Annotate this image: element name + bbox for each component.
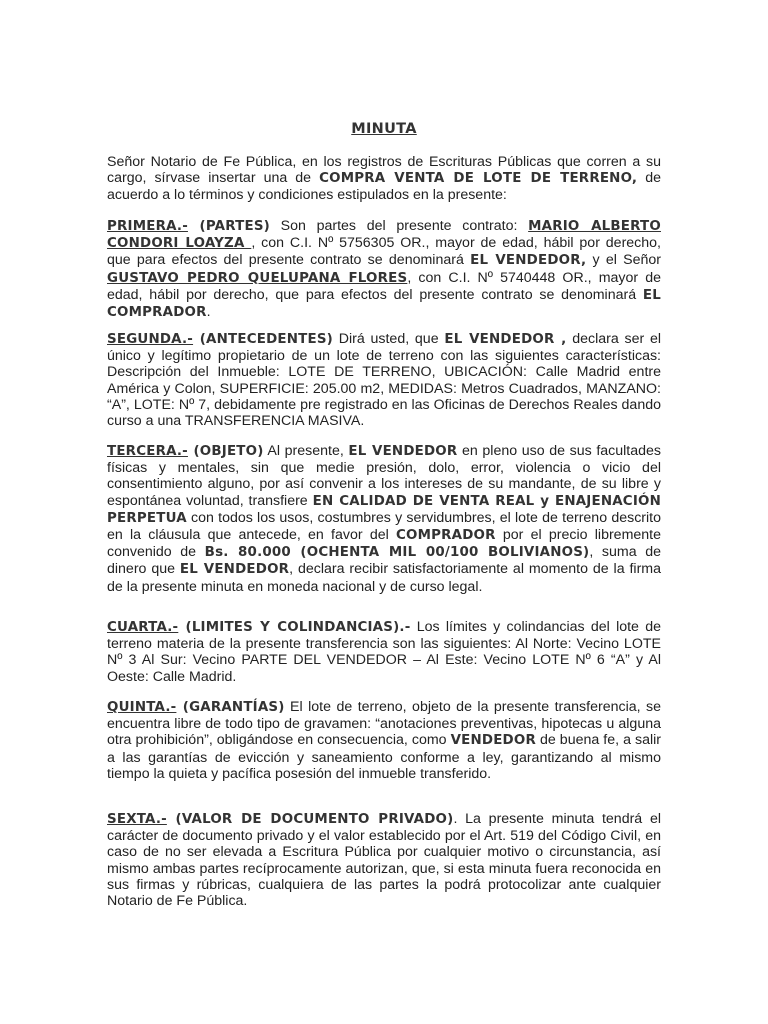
clause-heading: TERCERA.-: [107, 444, 188, 459]
clause-bold: EL VENDEDOR: [348, 444, 458, 459]
clause-subheading: (PARTES): [187, 219, 270, 234]
clause-heading: SEGUNDA.-: [107, 332, 194, 347]
clause-text: por el precio libremente convenido de: [107, 527, 662, 561]
clause-primera: [107, 218, 661, 321]
clause-bold: COMPRADOR: [396, 528, 496, 544]
buyer-name: GUSTAVO PEDRO QUELUPANA FLORES: [107, 270, 408, 286]
seller-name: MARIO ALBERTO CONDORI LOAYZA: [107, 219, 661, 252]
price-amount: Bs. 80.000 (OCHENTA MIL 00/100 BOLIVIANOS): [204, 545, 590, 561]
clause-text: Al presente,: [263, 443, 349, 459]
clause-sexta: [107, 811, 661, 909]
clause-text: en pleno uso de sus facultades físicas y mentales, sin que medie presión, dolo, error, violencia o vicio del consentimiento alguno, por así convenir a los intereses de su mandante, de su libre y espontánea voluntad, transfiere: [107, 443, 661, 509]
clause-subheading: (OBJETO): [187, 444, 264, 459]
clause-text: , suma de dinero que: [107, 544, 661, 578]
clause-segunda: [107, 331, 661, 429]
intro-bold: COMPRA VENTA DE LOTE DE TERRENO,: [319, 171, 638, 187]
clause-bold: EN CALIDAD DE VENTA REAL y ENAJENACIÓN PERPETUA: [107, 493, 661, 526]
clause-bold: EL VENDEDOR ,: [444, 332, 567, 347]
buyer-role: EL COMPRADOR: [107, 287, 661, 321]
clause-heading: SEXTA.-: [107, 812, 167, 827]
clause-heading: CUARTA.-: [107, 620, 179, 635]
clause-text: , con C.I. Nº 5740448 OR., mayor de edad, hábil por derecho, que para efectos del presente contrato se denominará: [107, 269, 661, 303]
clause-heading: QUINTA.-: [107, 700, 177, 715]
intro-text-end: de acuerdo a lo términos y condiciones estipulados en la presente:: [107, 170, 661, 204]
document-title: MINUTA: [351, 121, 417, 137]
clause-text: con todos los usos, costumbres y servidumbres, el lote de terreno descrito en la cláusula que antecede, en favor del: [107, 509, 661, 544]
clause-text: .: [206, 304, 211, 321]
clause-text: . La presente minuta tendrá el carácter de documento privado y el valor establecido por el Art. 519 del Código Civil, en caso de no ser elevada a Escritura Pública por cualquier motivo o circunstancia, así mismo ambas partes recíprocamente autorizan, que, si esta minuta fuera reconocida en sus firmas y rúbricas, cualquiera de las partes la podrá protocolizar ante cualquier Notario de Fe Pública.: [107, 811, 661, 910]
clause-text: y el Señor: [586, 252, 661, 269]
clause-text: , con C.I. Nº 5756305 OR., mayor de edad, hábil por derecho, que para efectos del presente contrato se denominará: [107, 235, 662, 269]
clause-tercera: [107, 443, 661, 595]
clause-heading: PRIMERA.-: [107, 219, 188, 234]
clause-text: El lote de terreno, objeto de la presente transferencia, se encuentra libre de todo tipo de gravamen: “anotaciones preventivas, hipotecas u alguna otra prohibición”, obligándose en consecuencia, como: [107, 699, 661, 749]
clause-bold: EL VENDEDOR: [179, 562, 290, 578]
clause-bold: VENDEDOR: [450, 733, 536, 749]
seller-role: EL VENDEDOR,: [470, 253, 587, 269]
clause-cuarta: [107, 619, 661, 685]
clause-subheading: (LIMITES Y COLINDANCIAS).-: [178, 620, 411, 635]
clause-subheading: (GARANTÍAS): [176, 700, 285, 715]
clause-text: declara ser el único y legítimo propietario de un lote de terreno con las siguientes características: Descripción del Inmueble: LOTE DE TERRENO, UBICACIÓN: Calle Madrid entre América y Colon, SUPERFICIE: 205.00 m2, MEDIDAS: Metros Cuadrados, MANZANO: “A”, LOTE: Nº 7, debidamente pre registrado en las Oficinas de Derechos Reales dando curso a una TRANSFERENCIA MASIVA.: [107, 331, 661, 430]
intro-text: Señor Notario de Fe Pública, en los registros de Escrituras Públicas que corren a su cargo, sírvase insertar una de: [107, 154, 661, 187]
clause-text: Dirá usted, que: [332, 331, 445, 347]
clause-text: Los límites y colindancias del lote de terreno materia de la presente transferencia son las siguientes: Al Norte: Vecino LOTE Nº 3 Al Sur: Vecino PARTE DEL VENDEDOR – Al Este: Vecino LOTE Nº 6 “A” y Al Oeste: Calle Madrid.: [107, 619, 662, 685]
clause-text: , declara recibir satisfactoriamente al momento de la firma de la presente minuta en moneda nacional y de curso legal.: [107, 561, 662, 595]
clause-text: de buena fe, a salir a las garantías de evicción y saneamiento conforme a ley, garantizando al mismo tiempo la quieta y pacífica posesión del inmueble transferido.: [107, 732, 661, 782]
clause-quinta: [107, 699, 661, 782]
clause-text: Son partes del presente contrato:: [269, 218, 529, 234]
clause-subheading: (ANTECEDENTES): [193, 332, 333, 347]
intro-paragraph: [107, 154, 661, 204]
clause-subheading: (VALOR DE DOCUMENTO PRIVADO): [166, 812, 454, 827]
